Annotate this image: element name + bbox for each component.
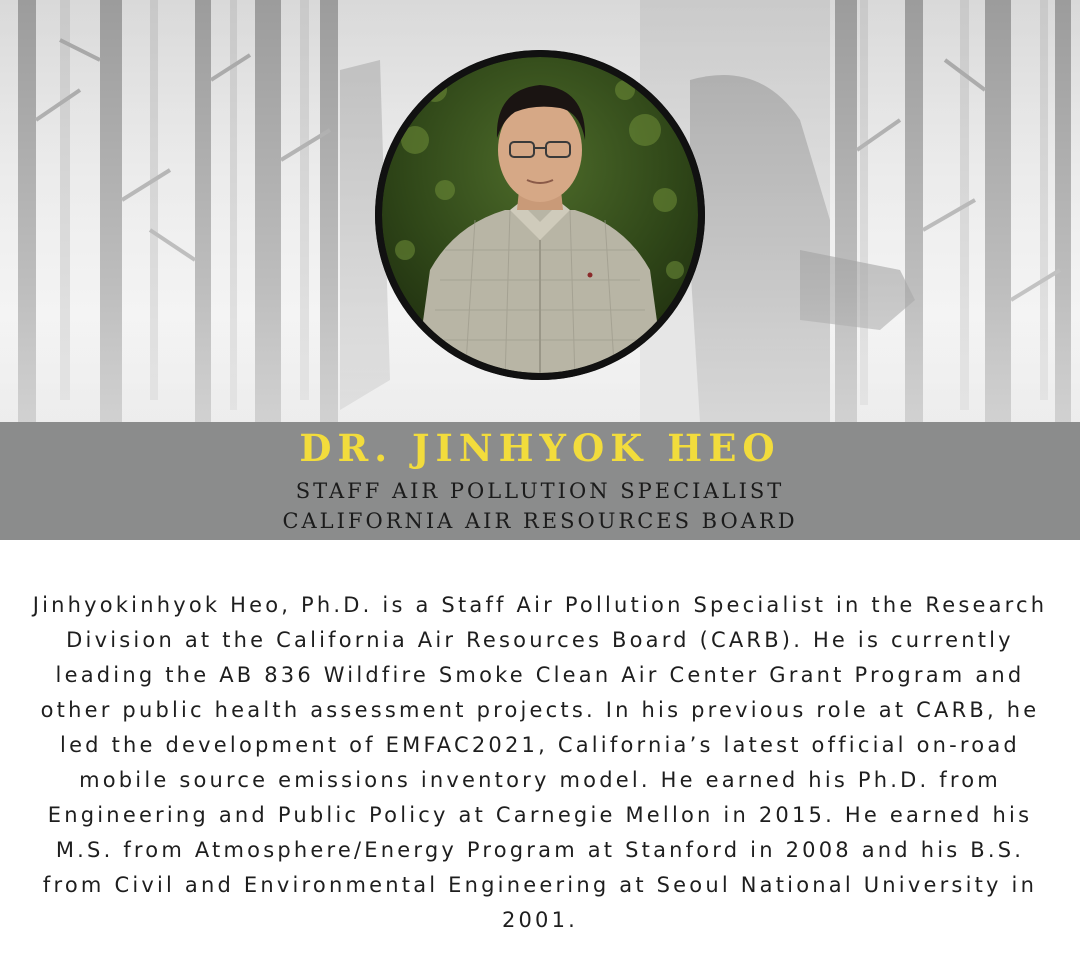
headshot-photo bbox=[375, 50, 705, 380]
speaker-bio: Jinhyokinhyok Heo, Ph.D. is a Staff Air Pollution Specialist in the Research Division at the California Air Resources Board (CARB). He is currently leading the AB 836 Wildfire Smoke Clean Air Center Grant Program and other public health assessment projects. In his previous role at CARB, he led the development of EMFAC2021, California’s latest official on-road mobile source emissions inventory model. He earned his Ph.D. from Engineering and Public Policy at Carnegie Mellon in 2015. He earned his M.S. from Atmosphere/Energy Program at Stanford in 2008 and his B.S. from Civil and Environmental Engineering at Seoul National University in 2001. bbox=[32, 593, 1048, 932]
speaker-name: DR. JINHYOK HEO bbox=[299, 426, 781, 470]
speaker-portrait bbox=[375, 50, 705, 380]
speaker-organization: CALIFORNIA AIR RESOURCES BOARD bbox=[282, 509, 798, 533]
speaker-job-title: STAFF AIR POLLUTION SPECIALIST bbox=[295, 479, 785, 503]
